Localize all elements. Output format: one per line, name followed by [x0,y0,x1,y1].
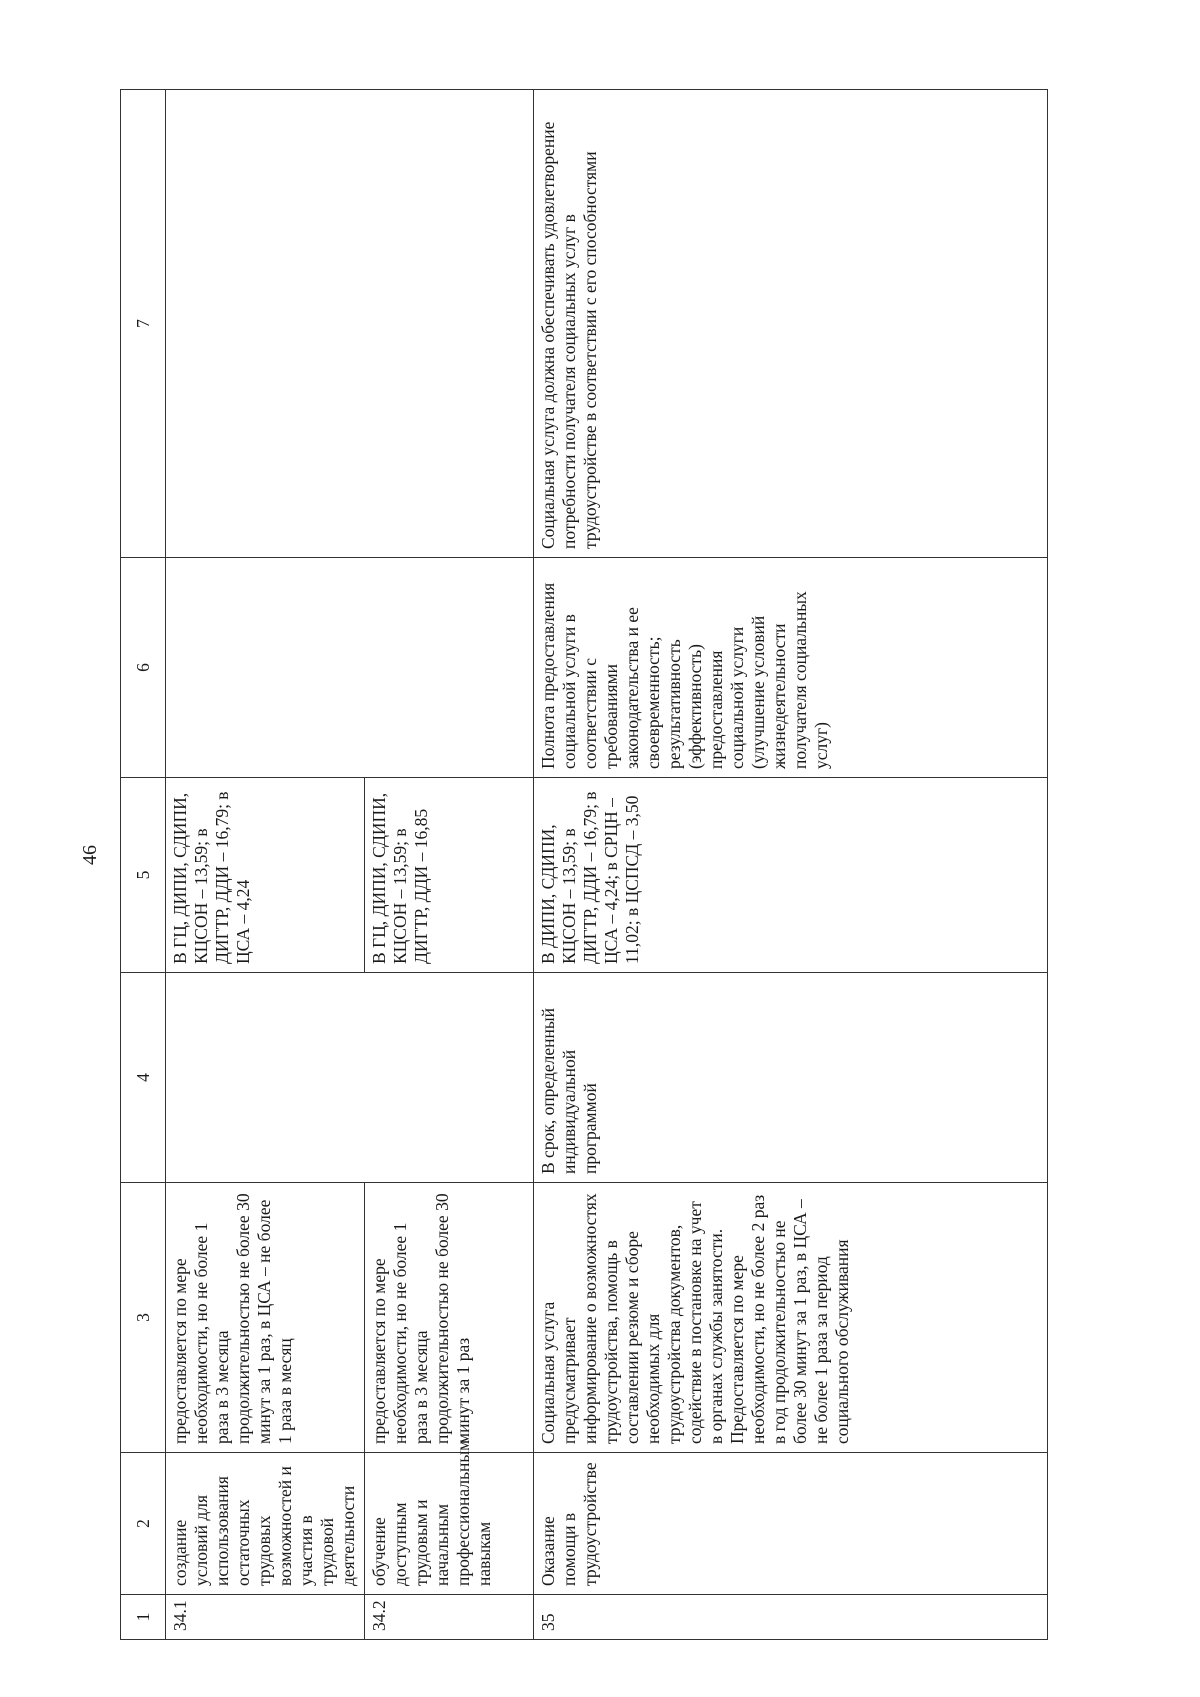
service-conditions [365,90,534,558]
service-conditions: Социальная услуга должна обеспечивать удовлетворение потребности получателя социальных услуг в трудоустройстве в соответствии с его способностями [534,90,1048,558]
table-row [166,90,365,1640]
header-cell-6: 6 [121,558,166,778]
service-description: Социальная услуга предусматривает информирование о возможностях трудоустройства, помощь в составлении резюме и сборе необходимых для трудоустройства документов, содействие в постановке на учет в органах службы занятости. Предоставляется по мере необходимости, но не более 2 раз в год продолжительностью не более 30 минут за 1 раз, в ЦСА – не более 1 раза за период социального обслуживания [534,1183,1048,1453]
service-quality: Полнота предоставления социальной услуги в соответствии с требованиями законодательства и ее своевременность; результативность (эффективность) предоставления социальной услуги (улучшение условий жизнедеятельности получателя социальных услуг) [534,558,1048,778]
service-name: Оказание помощи в трудоустройстве [534,1453,1048,1595]
service-term [365,973,534,1183]
services-table-container [120,90,1050,1640]
service-term: В срок, определенный индивидуальной программой [534,973,1048,1183]
service-description: предоставляется по мере необходимости, но не более 1 раза в 3 месяца продолжительностью не более 30 минут за 1 раз, в ЦСА – не более 1 раза в месяц [166,1183,365,1453]
header-cell-3: 3 [121,1183,166,1453]
service-name: создание условий для использования остаточных трудовых возможностей и участия в трудовой деятельности [166,1453,365,1595]
table-row [365,90,534,1640]
service-tariff: В ГЦ, ДИПИ, СДИПИ, КЦСОН – 13,59; в ДИГТР, ДДИ – 16,85 [365,778,534,973]
service-term [166,973,365,1183]
service-quality [166,558,365,778]
service-description: предоставляется по мере необходимости, но не более 1 раза в 3 месяца продолжительностью не более 30 минут за 1 раз [365,1183,534,1453]
service-name: обучение доступным трудовым и начальным профессиональным навыкам [365,1453,534,1595]
table-row [534,90,1048,1640]
table-header-row [121,90,166,1640]
service-tariff: В ДИПИ, СДИПИ, КЦСОН – 13,59; в ДИГТР, ДДИ – 16,79; в ЦСА – 4,24; в СРЦН – 11,02; в ЦСПСД – 3,50 [534,778,1048,973]
service-tariff: В ГЦ, ДИПИ, СДИПИ, КЦСОН – 13,59; в ДИГТР, ДДИ – 16,79; в ЦСА – 4,24 [166,778,365,973]
services-table [120,89,1048,1640]
page-number: 46 [79,845,101,865]
header-cell-5: 5 [121,778,166,973]
header-cell-2: 2 [121,1453,166,1595]
header-cell-1: 1 [121,1595,166,1640]
service-conditions [166,90,365,558]
header-cell-4: 4 [121,973,166,1183]
row-number: 34.1 [166,1595,365,1640]
row-number: 34.2 [365,1595,534,1640]
service-quality [365,558,534,778]
header-cell-7: 7 [121,90,166,558]
row-number: 35 [534,1595,1048,1640]
